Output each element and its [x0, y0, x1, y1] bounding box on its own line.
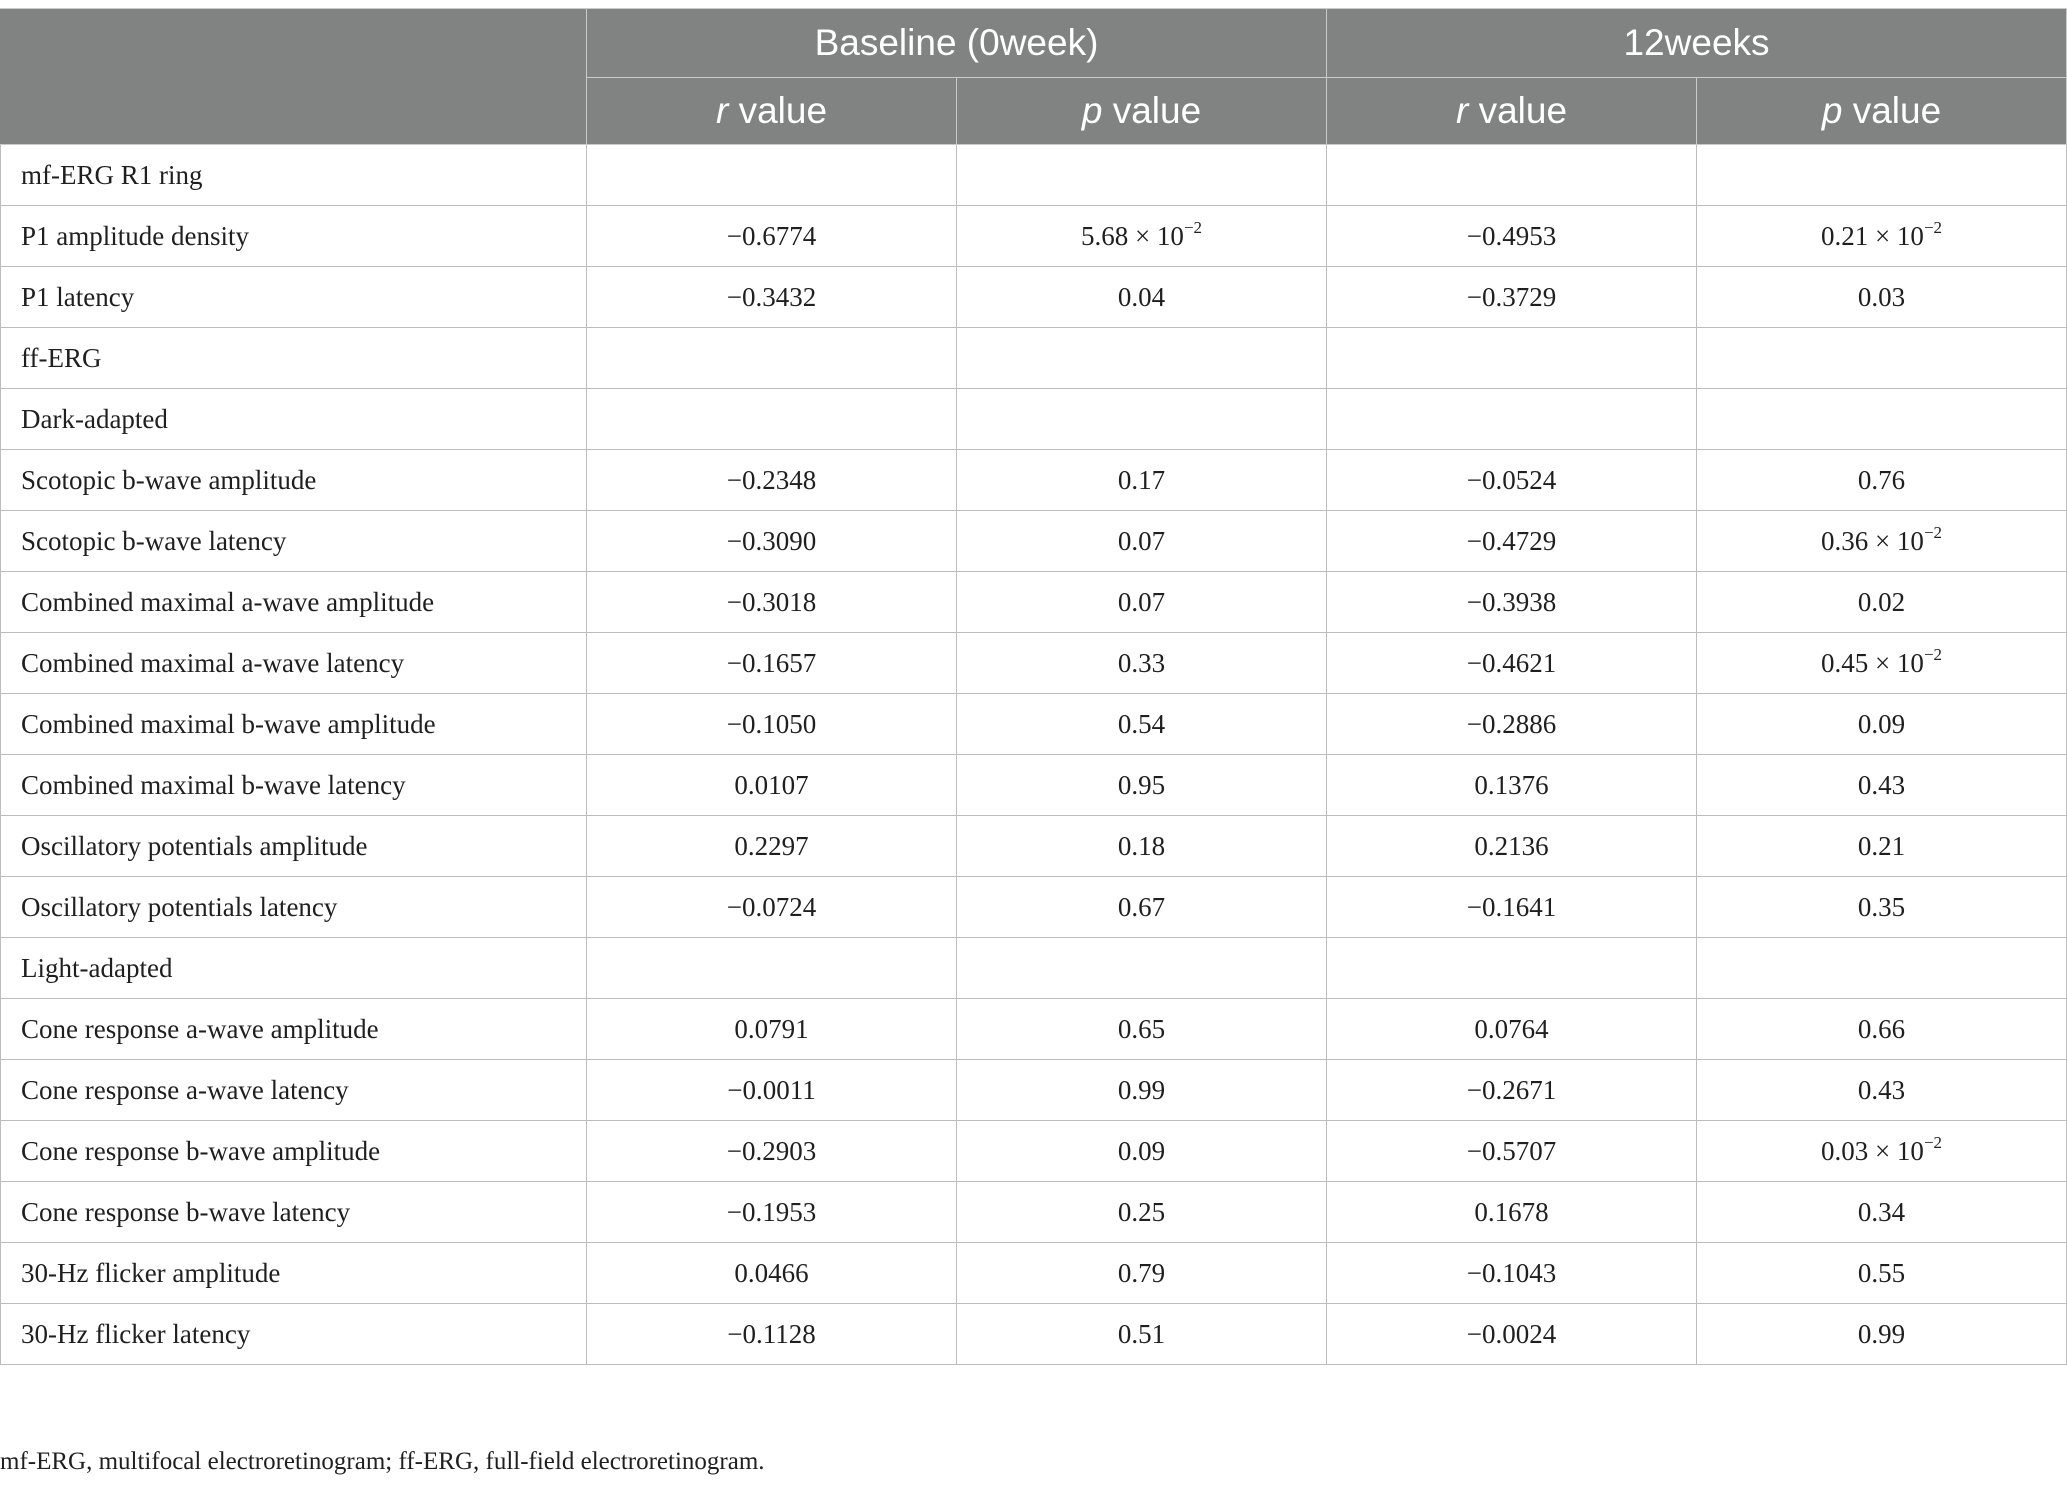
- cell-p-value-12weeks: 0.34: [1697, 1182, 2067, 1243]
- table-row: [1, 1060, 2067, 1121]
- cell-r-value-baseline: −0.2348: [587, 450, 957, 511]
- cell-p-value-baseline: [957, 145, 1327, 206]
- table-row: [1, 1182, 2067, 1243]
- table-row: [1, 328, 2067, 389]
- table-row: [1, 267, 2067, 328]
- cell-r-value-baseline: 0.0791: [587, 999, 957, 1060]
- cell-p-value-baseline: 0.51: [957, 1304, 1327, 1365]
- cell-r-value-baseline: −0.3090: [587, 511, 957, 572]
- row-label: 30-Hz flicker latency: [1, 1304, 587, 1365]
- cell-r-value-12weeks: [1327, 145, 1697, 206]
- table-row: [1, 389, 2067, 450]
- table-row: [1, 572, 2067, 633]
- row-label: Cone response a-wave amplitude: [1, 999, 587, 1060]
- header-r-value-12weeks: r value: [1327, 78, 1697, 145]
- table-header: [1, 9, 2067, 145]
- cell-r-value-12weeks: −0.3729: [1327, 267, 1697, 328]
- cell-r-value-baseline: [587, 145, 957, 206]
- row-label: Combined maximal a-wave latency: [1, 633, 587, 694]
- cell-p-value-baseline: [957, 389, 1327, 450]
- cell-r-value-12weeks: −0.3938: [1327, 572, 1697, 633]
- cell-p-value-baseline: 0.18: [957, 816, 1327, 877]
- cell-r-value-baseline: [587, 389, 957, 450]
- cell-r-value-12weeks: −0.2886: [1327, 694, 1697, 755]
- cell-r-value-12weeks: −0.1641: [1327, 877, 1697, 938]
- cell-p-value-12weeks: 0.21: [1697, 816, 2067, 877]
- cell-p-value-12weeks: 0.02: [1697, 572, 2067, 633]
- row-label: Combined maximal b-wave latency: [1, 755, 587, 816]
- header-blank-cell: [1, 9, 587, 145]
- cell-p-value-baseline: 0.67: [957, 877, 1327, 938]
- cell-r-value-12weeks: 0.1678: [1327, 1182, 1697, 1243]
- table-row: [1, 1121, 2067, 1182]
- cell-r-value-12weeks: [1327, 938, 1697, 999]
- cell-r-value-baseline: −0.1050: [587, 694, 957, 755]
- table-row: [1, 755, 2067, 816]
- cell-p-value-baseline: 0.79: [957, 1243, 1327, 1304]
- table-row: [1, 999, 2067, 1060]
- cell-r-value-baseline: −0.0011: [587, 1060, 957, 1121]
- cell-r-value-baseline: −0.6774: [587, 206, 957, 267]
- cell-r-value-baseline: [587, 938, 957, 999]
- header-group-12weeks: 12weeks: [1327, 9, 2067, 78]
- table-container: [0, 8, 2066, 1365]
- row-label: P1 amplitude density: [1, 206, 587, 267]
- cell-r-value-baseline: −0.0724: [587, 877, 957, 938]
- row-label: Dark-adapted: [1, 389, 587, 450]
- cell-r-value-12weeks: −0.1043: [1327, 1243, 1697, 1304]
- cell-p-value-baseline: 0.07: [957, 511, 1327, 572]
- cell-p-value-baseline: 0.04: [957, 267, 1327, 328]
- cell-p-value-12weeks: $0.03 \times 10^{-2}$: [1697, 1121, 2067, 1182]
- cell-p-value-12weeks: $0.21 \times 10^{-2}$: [1697, 206, 2067, 267]
- cell-p-value-12weeks: 0.03: [1697, 267, 2067, 328]
- table-body: [1, 145, 2067, 1365]
- row-label: Light-adapted: [1, 938, 587, 999]
- cell-p-value-12weeks: 0.66: [1697, 999, 2067, 1060]
- table-row: [1, 633, 2067, 694]
- cell-r-value-12weeks: −0.4621: [1327, 633, 1697, 694]
- cell-p-value-baseline: 0.95: [957, 755, 1327, 816]
- table-row: [1, 511, 2067, 572]
- cell-p-value-12weeks: 0.43: [1697, 755, 2067, 816]
- cell-r-value-baseline: 0.0107: [587, 755, 957, 816]
- row-label: ff-ERG: [1, 328, 587, 389]
- cell-p-value-12weeks: 0.43: [1697, 1060, 2067, 1121]
- header-group-baseline: Baseline (0week): [587, 9, 1327, 78]
- cell-p-value-12weeks: 0.09: [1697, 694, 2067, 755]
- cell-p-value-baseline: 0.54: [957, 694, 1327, 755]
- table-row: [1, 206, 2067, 267]
- header-r-value-baseline: r value: [587, 78, 957, 145]
- table-row: [1, 938, 2067, 999]
- cell-r-value-baseline: −0.3018: [587, 572, 957, 633]
- cell-r-value-baseline: −0.3432: [587, 267, 957, 328]
- cell-p-value-baseline: 0.33: [957, 633, 1327, 694]
- table-row: [1, 450, 2067, 511]
- cell-p-value-12weeks: $0.36 \times 10^{-2}$: [1697, 511, 2067, 572]
- cell-r-value-baseline: −0.2903: [587, 1121, 957, 1182]
- row-label: Combined maximal a-wave amplitude: [1, 572, 587, 633]
- row-label: Combined maximal b-wave amplitude: [1, 694, 587, 755]
- cell-p-value-baseline: 0.09: [957, 1121, 1327, 1182]
- row-label: Scotopic b-wave amplitude: [1, 450, 587, 511]
- cell-p-value-12weeks: [1697, 328, 2067, 389]
- cell-p-value-baseline: [957, 328, 1327, 389]
- cell-r-value-12weeks: 0.2136: [1327, 816, 1697, 877]
- cell-p-value-baseline: 0.65: [957, 999, 1327, 1060]
- table-row: [1, 816, 2067, 877]
- row-label: 30-Hz flicker amplitude: [1, 1243, 587, 1304]
- cell-r-value-12weeks: −0.5707: [1327, 1121, 1697, 1182]
- cell-p-value-baseline: $5.68 \times 10^{-2}$: [957, 206, 1327, 267]
- header-p-value-12weeks: p value: [1697, 78, 2067, 145]
- row-label: Scotopic b-wave latency: [1, 511, 587, 572]
- table-row: [1, 694, 2067, 755]
- cell-p-value-12weeks: 0.55: [1697, 1243, 2067, 1304]
- row-label: Cone response b-wave latency: [1, 1182, 587, 1243]
- cell-r-value-12weeks: 0.1376: [1327, 755, 1697, 816]
- row-label: P1 latency: [1, 267, 587, 328]
- table-row: [1, 145, 2067, 206]
- cell-r-value-12weeks: [1327, 389, 1697, 450]
- table-row: [1, 877, 2067, 938]
- cell-p-value-12weeks: 0.76: [1697, 450, 2067, 511]
- cell-p-value-12weeks: 0.35: [1697, 877, 2067, 938]
- table-row: [1, 1243, 2067, 1304]
- cell-r-value-12weeks: −0.0524: [1327, 450, 1697, 511]
- cell-r-value-12weeks: −0.0024: [1327, 1304, 1697, 1365]
- cell-p-value-12weeks: 0.99: [1697, 1304, 2067, 1365]
- cell-p-value-baseline: 0.99: [957, 1060, 1327, 1121]
- cell-p-value-baseline: 0.17: [957, 450, 1327, 511]
- correlation-table: [0, 8, 2067, 1365]
- cell-r-value-12weeks: [1327, 328, 1697, 389]
- cell-p-value-12weeks: [1697, 389, 2067, 450]
- row-label: Cone response a-wave latency: [1, 1060, 587, 1121]
- cell-r-value-12weeks: 0.0764: [1327, 999, 1697, 1060]
- row-label: mf-ERG R1 ring: [1, 145, 587, 206]
- cell-r-value-baseline: 0.0466: [587, 1243, 957, 1304]
- cell-r-value-baseline: 0.2297: [587, 816, 957, 877]
- row-label: Cone response b-wave amplitude: [1, 1121, 587, 1182]
- cell-p-value-baseline: 0.25: [957, 1182, 1327, 1243]
- cell-p-value-12weeks: [1697, 938, 2067, 999]
- row-label: Oscillatory potentials amplitude: [1, 816, 587, 877]
- cell-r-value-baseline: −0.1128: [587, 1304, 957, 1365]
- header-p-value-baseline: p value: [957, 78, 1327, 145]
- cell-p-value-12weeks: [1697, 145, 2067, 206]
- cell-r-value-baseline: [587, 328, 957, 389]
- cell-r-value-12weeks: −0.4953: [1327, 206, 1697, 267]
- cell-p-value-12weeks: $0.45 \times 10^{-2}$: [1697, 633, 2067, 694]
- table-footnote: mf-ERG, multifocal electroretinogram; ff-ERG, full-field electroretinogram.: [0, 1448, 765, 1475]
- cell-r-value-baseline: −0.1657: [587, 633, 957, 694]
- cell-p-value-baseline: 0.07: [957, 572, 1327, 633]
- row-label: Oscillatory potentials latency: [1, 877, 587, 938]
- cell-p-value-baseline: [957, 938, 1327, 999]
- cell-r-value-baseline: −0.1953: [587, 1182, 957, 1243]
- table-row: [1, 1304, 2067, 1365]
- cell-r-value-12weeks: −0.2671: [1327, 1060, 1697, 1121]
- cell-r-value-12weeks: −0.4729: [1327, 511, 1697, 572]
